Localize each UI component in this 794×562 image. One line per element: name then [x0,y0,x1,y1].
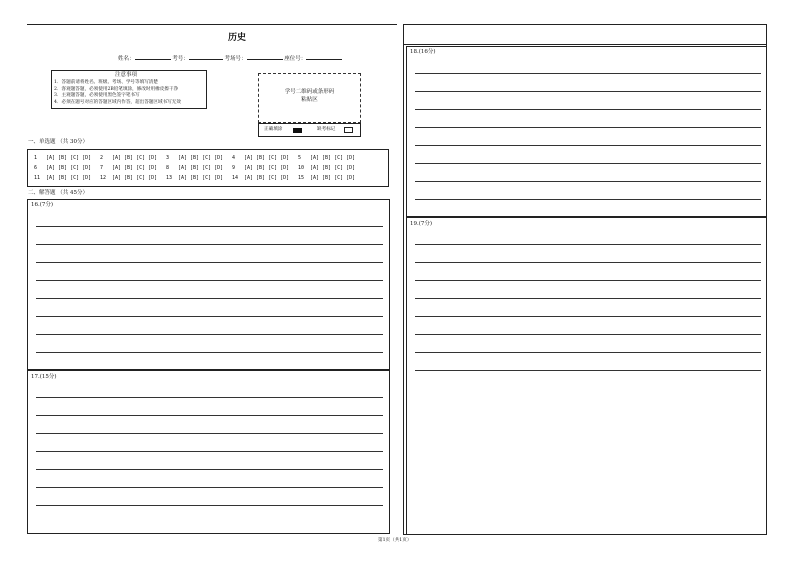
mc-options: [A] [B] [C] [D] [112,165,158,171]
student-info-row [118,52,342,62]
answer-line [415,73,761,74]
mc-options: [A] [B] [C] [D] [310,175,356,181]
answer-line [415,145,761,146]
question-17-label: 17.(15分) [31,374,57,380]
mc-options: [A] [B] [C] [D] [178,155,224,161]
answer-line [415,280,761,281]
mc-item[interactable]: 12 [A] [B] [C] [D] [100,175,158,181]
mc-options: [A] [B] [C] [D] [112,155,158,161]
question-19-box[interactable] [406,217,767,535]
barcode-area [258,73,361,123]
answer-line [36,244,383,245]
answer-line [36,298,383,299]
mc-item[interactable]: 3 [A] [B] [C] [D] [166,155,224,161]
mc-options: [A] [B] [C] [D] [310,155,356,161]
answer-line [415,244,761,245]
mc-item[interactable]: 4 [A] [B] [C] [D] [232,155,290,161]
notice-item: 4．必须在题号对应的答题区域内作答，超出答题区域书写无效 [54,99,181,105]
correct-fill-label: 正确填涂 [264,127,283,132]
mc-options: [A] [B] [C] [D] [46,175,92,181]
question-18-label: 18.(16分) [410,49,436,55]
answer-line [415,181,761,182]
mc-item[interactable]: 10 [A] [B] [C] [D] [298,165,356,171]
answer-line [415,163,761,164]
top-rule [27,24,397,25]
mc-options: [A] [B] [C] [D] [178,175,224,181]
answer-line [415,316,761,317]
answer-line [415,352,761,353]
answer-line [36,397,383,398]
mc-item[interactable]: 7 [A] [B] [C] [D] [100,165,158,171]
answer-line [36,451,383,452]
mc-row [34,166,364,171]
section1-title: 一、单选题 （共 30分） [28,139,88,145]
mc-options: [A] [B] [C] [D] [112,175,158,181]
answer-line [36,226,383,227]
mc-options: [A] [B] [C] [D] [244,175,290,181]
mc-item[interactable]: 14 [A] [B] [C] [D] [232,175,290,181]
question-16-box[interactable] [27,199,390,370]
answer-line [36,433,383,434]
page-footer: 第1页（共1页） [378,538,412,543]
page-title: 历史 [228,33,247,43]
name-label: 姓名： [118,56,135,62]
answer-line [36,487,383,488]
right-header-rule [403,44,767,45]
mc-item[interactable]: 1 [A] [B] [C] [D] [34,155,92,161]
notice-title: 注意事项 [115,72,138,78]
answer-line [415,91,761,92]
question-18-box[interactable] [406,46,767,217]
barcode-label-line2: 粘贴区 [301,97,318,103]
answer-line [415,370,761,371]
answer-line [36,316,383,317]
notice-item: 3．主观题答题，必须使用黑色签字笔书写 [54,93,140,98]
question-19-label: 19.(7分) [410,221,433,227]
mc-item[interactable]: 11 [A] [B] [C] [D] [34,175,92,181]
exam-number-field[interactable] [189,52,223,60]
correct-fill-mark [293,128,302,133]
mc-item[interactable]: 5 [A] [B] [C] [D] [298,155,356,161]
answer-line [36,469,383,470]
notice-item: 2．客观题答题，必须使用2B铅笔填涂，修改时用橡皮擦干净 [54,86,179,92]
answer-line [36,352,383,353]
question-16-label: 16.(7分) [31,202,54,208]
answer-line [36,334,383,335]
mc-item[interactable]: 9 [A] [B] [C] [D] [232,165,290,171]
notice-item: 1．答题前请将姓名、班级、考场、学号等填写清楚 [54,80,158,85]
exam-number-label: 考号： [172,56,189,62]
answer-line [36,505,383,506]
mc-options: [A] [B] [C] [D] [178,165,224,171]
mc-answer-box [27,149,389,187]
answer-line [415,298,761,299]
mc-item[interactable]: 2 [A] [B] [C] [D] [100,155,158,161]
mc-item[interactable]: 6 [A] [B] [C] [D] [34,165,92,171]
absent-mark-box[interactable] [344,127,353,133]
seat-number-label: 座位号： [284,56,307,62]
seat-number-field[interactable] [306,52,342,60]
answer-line [36,280,383,281]
mc-item[interactable]: 8 [A] [B] [C] [D] [166,165,224,171]
answer-line [415,262,761,263]
answer-line [415,199,761,200]
mc-item[interactable]: 13 [A] [B] [C] [D] [166,175,224,181]
section2-title: 二、解答题 （共 45分） [28,190,88,196]
mc-options: [A] [B] [C] [D] [310,165,356,171]
fill-example-box [258,123,361,137]
question-17-box[interactable] [27,370,390,534]
answer-line [36,415,383,416]
answer-line [415,127,761,128]
name-field[interactable] [135,52,171,60]
absent-mark-label: 缺考标记 [317,127,336,132]
notice-box [51,70,207,109]
answer-line [415,109,761,110]
mc-options: [A] [B] [C] [D] [244,155,290,161]
barcode-label-line1: 学号二维码或条形码 [284,89,335,95]
mc-row [34,156,364,161]
mc-item[interactable]: 15 [A] [B] [C] [D] [298,175,356,181]
mc-row [34,176,364,181]
mc-options: [A] [B] [C] [D] [46,155,92,161]
exam-room-field[interactable] [247,52,283,60]
answer-line [415,334,761,335]
answer-line [36,262,383,263]
mc-options: [A] [B] [C] [D] [244,165,290,171]
mc-options: [A] [B] [C] [D] [46,165,92,171]
exam-room-label: 考场号： [224,56,247,62]
